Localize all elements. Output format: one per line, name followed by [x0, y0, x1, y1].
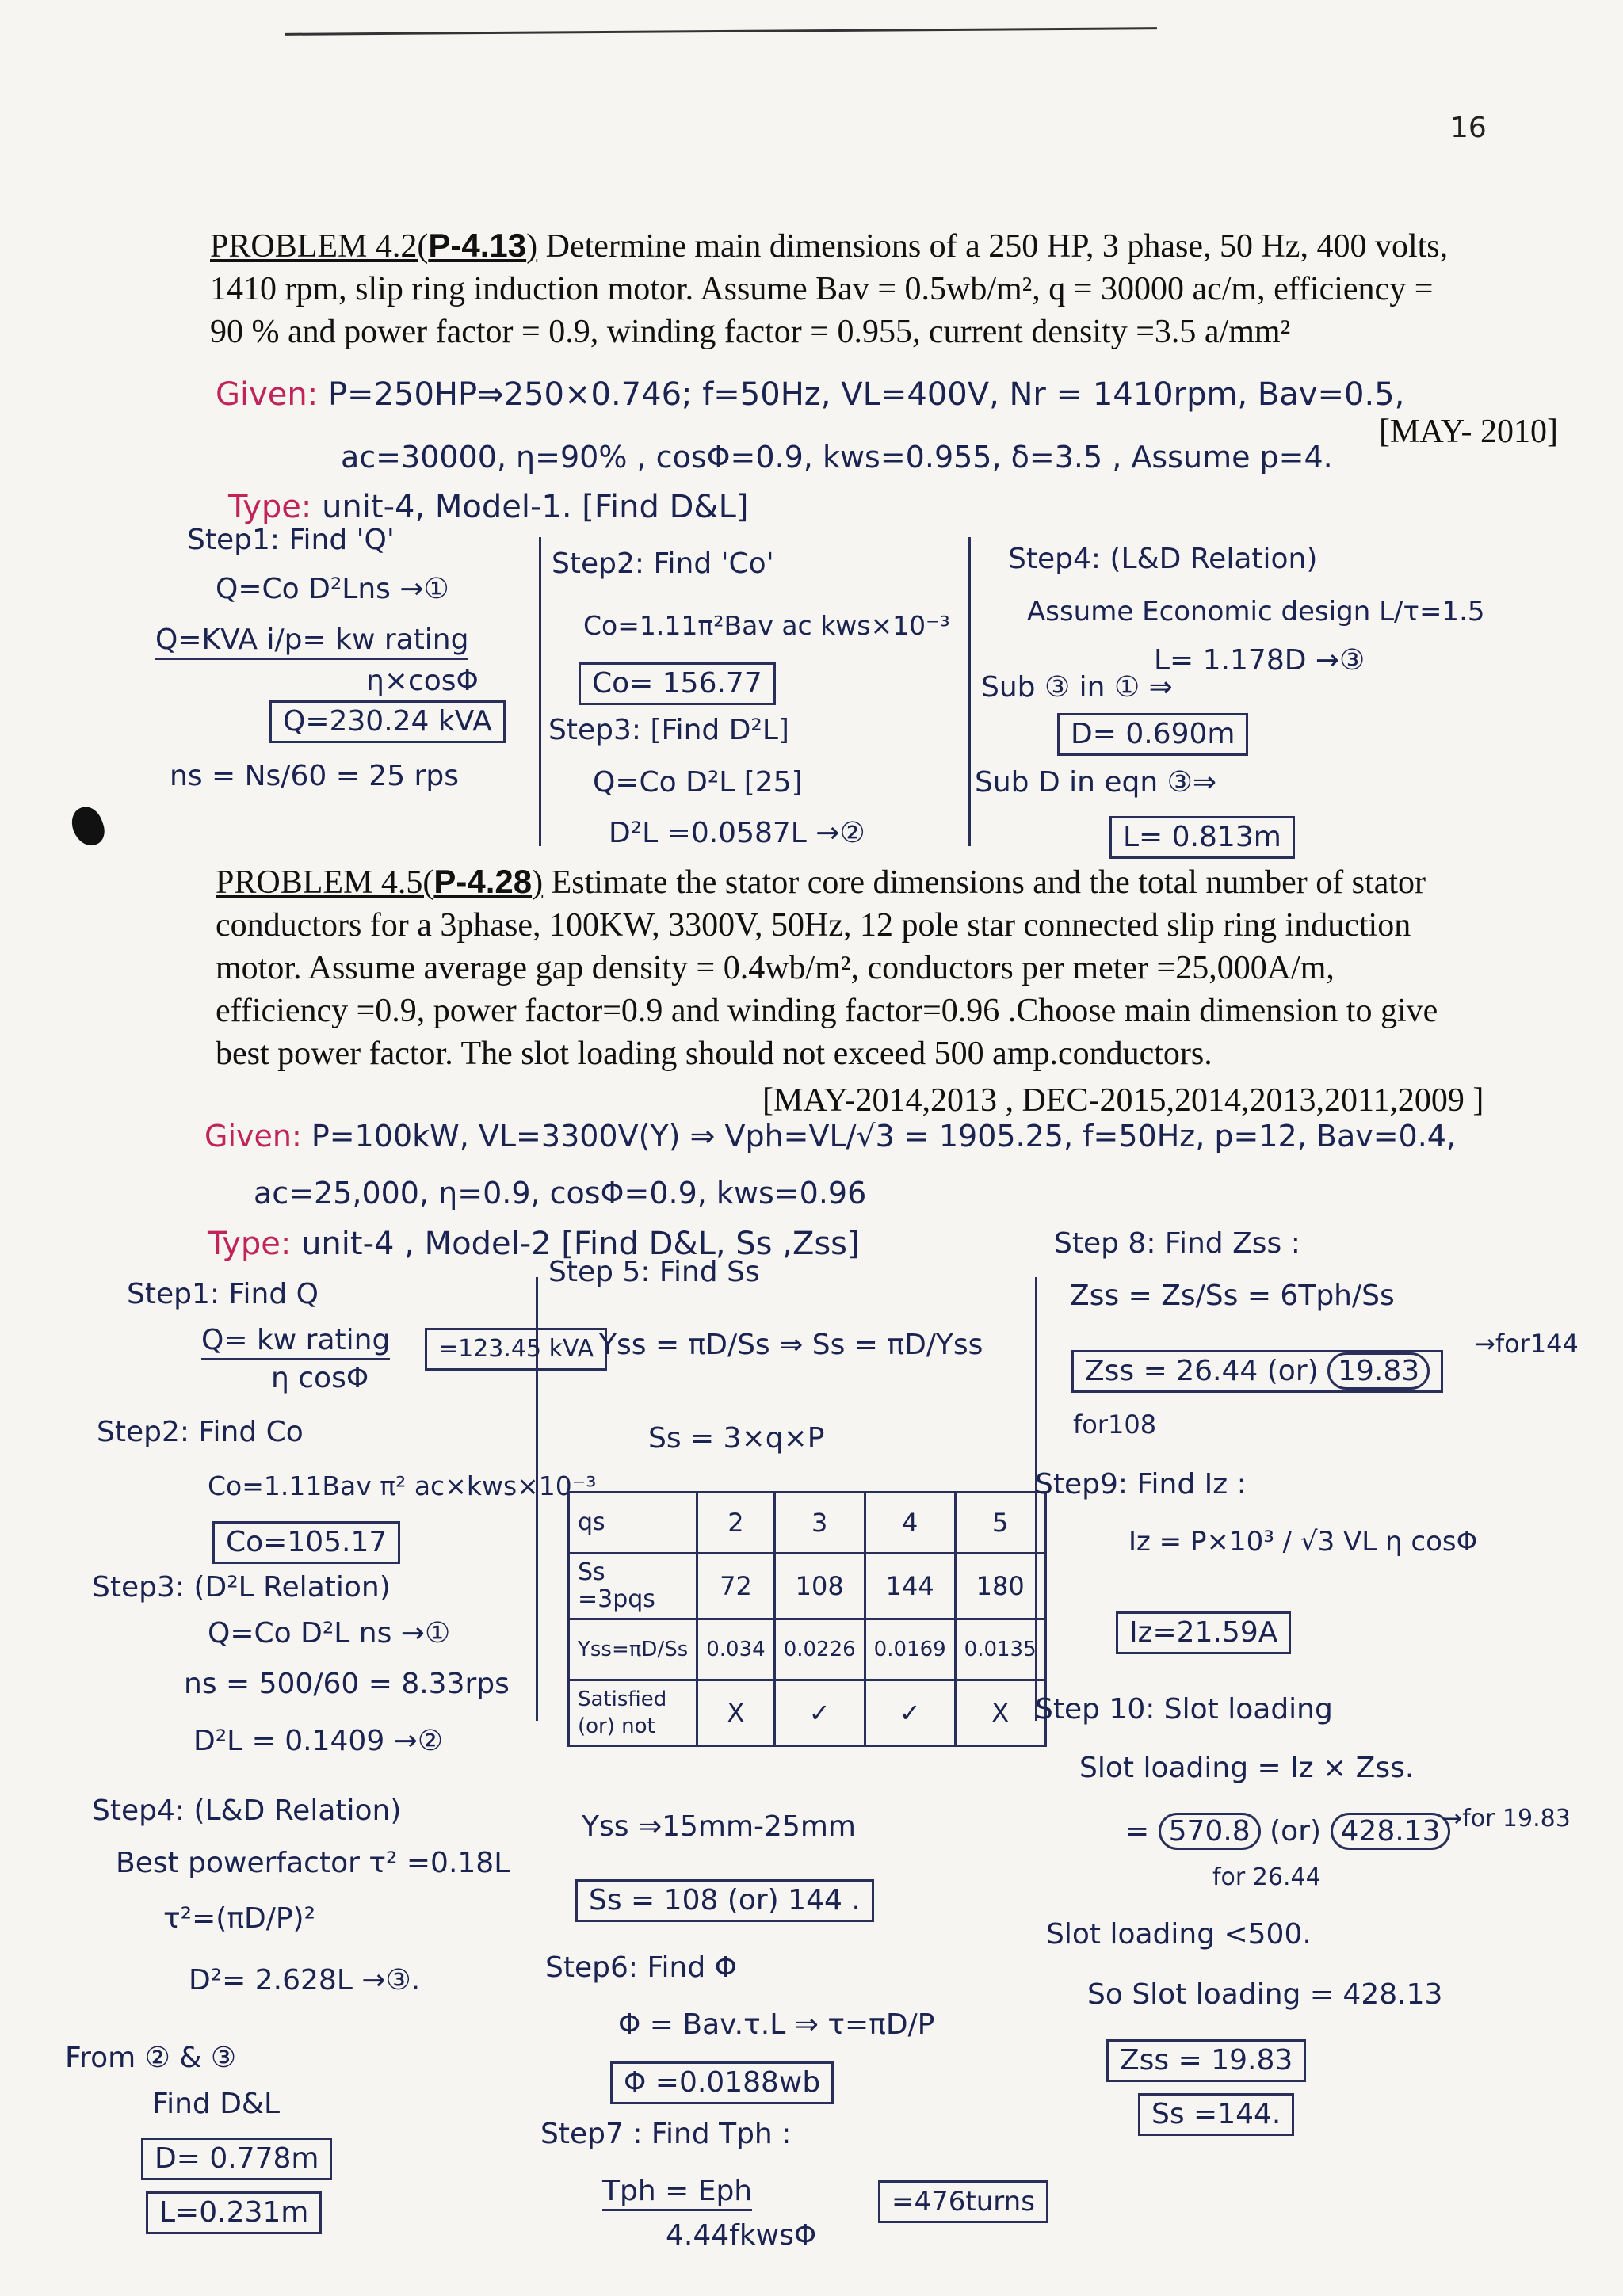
p1-step3-eq: Q=Co D²L [25] — [593, 766, 803, 799]
p2-step10-val-b: 428.13 — [1331, 1813, 1451, 1850]
p2-step10-note-a: →for 19.83 — [1442, 1805, 1571, 1833]
top-rule — [285, 27, 1157, 36]
p2-step5-range: Yss ⇒15mm-25mm — [582, 1810, 856, 1843]
p2-D-result: D= 0.778m — [141, 2138, 332, 2180]
slot-table-cell: 3 — [774, 1493, 865, 1554]
slot-table-cell: 72 — [697, 1554, 774, 1619]
slot-table-cell: 0.0226 — [774, 1619, 865, 1680]
p1-step3-title: Step3: [Find D²L] — [548, 714, 789, 746]
p1-step2-title: Step2: Find 'Co' — [552, 547, 774, 580]
p2-step2-result: Co=105.17 — [212, 1521, 400, 1564]
slot-table-cell: ✓ — [774, 1680, 865, 1746]
slot-table-cell: Satisfied (or) not — [569, 1680, 697, 1746]
p2-step8-result-or: (or) — [1266, 1355, 1319, 1387]
p2-step6-result: Φ =0.0188wb — [610, 2061, 834, 2104]
slot-table-cell: 5 — [955, 1493, 1045, 1554]
slot-table-cell: 108 — [774, 1554, 865, 1619]
p2-step8-eq: Zss = Zs/Ss = 6Tph/Ss — [1070, 1280, 1395, 1312]
problem2-given-line1: P=100kW, VL=3300V(Y) ⇒ Vph=VL/√3 = 1905.25, f=50Hz, p=12, Bav=0.4, — [311, 1119, 1457, 1154]
p2-step10-limit: Slot loading <500. — [1046, 1918, 1312, 1951]
problem2-statement — [216, 860, 1587, 1075]
ink-blot — [67, 803, 109, 850]
problem1-type-text: unit-4, Model-1. [Find D&L] — [322, 489, 749, 525]
problem1-given-label: Given: — [216, 376, 319, 413]
p1-step4-L: L= 0.813m — [1109, 816, 1295, 859]
p2-step1-eq: Q= kw rating — [201, 1323, 390, 1360]
p2-step7-eq-den: 4.44fkwsΦ — [666, 2219, 817, 2252]
problem2-code: P-4.28 — [433, 863, 533, 900]
problem2-line4: efficiency =0.9, power factor=0.9 and winding factor=0.96 .Choose main dimension to give — [216, 993, 1438, 1029]
problem2-given-line2: ac=25,000, η=0.9, cosΦ=0.9, kws=0.96 — [254, 1176, 867, 1211]
slot-table-cell: 4 — [865, 1493, 955, 1554]
problem2-given — [204, 1119, 1456, 1154]
problem1-line2: 1410 rpm, slip ring induction motor. Assume Bav = 0.5wb/m², q = 30000 ac/m, efficiency = — [210, 271, 1434, 307]
p2-step5-result: Ss = 108 (or) 144 . — [575, 1879, 874, 1922]
p2-step3-eq3: D²L = 0.1409 →② — [193, 1725, 444, 1757]
p1-step1-title: Step1: Find 'Q' — [187, 524, 395, 556]
slot-table-yss-row — [569, 1619, 1046, 1680]
slot-table-cell: ✓ — [865, 1680, 955, 1746]
problem2-line1: Estimate the stator core dimensions and the total number of stator — [551, 864, 1426, 901]
problem1-type-label: Type: — [228, 489, 312, 525]
p1-step1-result: Q=230.24 kVA — [269, 700, 506, 743]
slot-table — [567, 1491, 1047, 1747]
problem1-heading-line — [210, 224, 1581, 268]
p2-step1-title: Step1: Find Q — [127, 1278, 319, 1310]
problem1-line1: Determine main dimensions of a 250 HP, 3 phase, 50 Hz, 400 volts, — [545, 228, 1449, 265]
p2-step3-eq2: ns = 500/60 = 8.33rps — [184, 1668, 510, 1700]
slot-table-cell: X — [955, 1680, 1045, 1746]
problem2-exam: [MAY-2014,2013 , DEC-2015,2014,2013,2011,2009 ] — [762, 1082, 1484, 1119]
p2-step10-title: Step 10: Slot loading — [1035, 1693, 1333, 1726]
p2-step10-val-a: 570.8 — [1159, 1813, 1261, 1850]
p2-step10-values: = 570.8 (or) 428.13 — [1125, 1814, 1450, 1849]
slot-table-cell: Ss =3pqs — [569, 1554, 697, 1619]
p1-step1-eq2: Q=KVA i/p= kw rating — [155, 623, 468, 660]
problem1-divider-1 — [539, 537, 541, 846]
p2-step1-eq-den: η cosΦ — [271, 1362, 369, 1394]
problem1-line3: 90 % and power factor = 0.9, winding factor = 0.955, current density =3.5 a/mm² — [210, 314, 1291, 350]
p2-step6-title: Step6: Find Φ — [545, 1951, 737, 1984]
p2-step6-eq: Φ = Bav.τ.L ⇒ τ=πD/P — [618, 2008, 935, 2041]
p1-step3-result: D²L =0.0587L →② — [609, 817, 865, 849]
slot-table-cell: 180 — [955, 1554, 1045, 1619]
p2-step8-result-a: Zss = 26.44 — [1085, 1355, 1258, 1387]
slot-table-cell: 0.034 — [697, 1619, 774, 1680]
problem1-divider-2 — [968, 537, 971, 846]
p2-step5-title: Step 5: Find Ss — [548, 1256, 760, 1288]
p2-step8-note-144: →for144 — [1474, 1329, 1579, 1359]
p2-find-text: Find D&L — [152, 2088, 281, 2120]
p2-final-ss: Ss =144. — [1138, 2093, 1294, 2136]
p2-step10-val-or: (or) — [1270, 1815, 1322, 1848]
problem2-line3: motor. Assume average gap density = 0.4wb/m², conductors per meter =25,000A/m, — [216, 950, 1335, 986]
p1-step1-ns: ns = Ns/60 = 25 rps — [170, 760, 459, 792]
p2-step1-result: =123.45 kVA — [425, 1328, 607, 1371]
p2-step4-eq2: τ²=(πD/P)² — [163, 1902, 316, 1935]
p2-step10-conclusion: So Slot loading = 428.13 — [1087, 1978, 1443, 2011]
problem1-exam: [MAY- 2010] — [1379, 414, 1558, 450]
slot-table-cell: Yss=πD/Ss — [569, 1619, 697, 1680]
problem1-statement — [210, 224, 1581, 353]
p2-step8-result — [1071, 1350, 1443, 1393]
slot-table-header-row — [569, 1493, 1046, 1554]
page-number: 16 — [1450, 112, 1487, 144]
slot-table-cell: 144 — [865, 1554, 955, 1619]
problem2-type-text: unit-4 , Model-2 [Find D&L, Ss ,Zss] — [301, 1226, 860, 1262]
problem2-type-label: Type: — [208, 1226, 292, 1262]
p2-step7-title: Step7 : Find Tph : — [540, 2118, 792, 2150]
slot-table-ss-row — [569, 1554, 1046, 1619]
p1-step1-eq2-den: η×cosΦ — [366, 665, 479, 697]
p2-step8-note-108: for108 — [1073, 1409, 1157, 1440]
problem2-heading-line — [216, 860, 1587, 904]
p1-step4-sub1: Sub ③ in ① ⇒ — [981, 671, 1173, 704]
problem1-given-line1: P=250HP⇒250×0.746; f=50Hz, VL=400V, Nr = 1410rpm, Bav=0.5, — [327, 376, 1405, 413]
p2-step9-result: Iz=21.59A — [1116, 1611, 1291, 1654]
p2-from-text: From ② & ③ — [65, 2042, 237, 2074]
p2-step4-eq3: D²= 2.628L →③. — [189, 1964, 421, 1997]
p2-step10-note-b: for 26.44 — [1212, 1863, 1321, 1891]
p2-step8-result-b: 19.83 — [1327, 1352, 1430, 1390]
p2-step5-eq2: Ss = 3×q×P — [648, 1422, 825, 1455]
slot-table-cell: X — [697, 1680, 774, 1746]
problem2-type — [208, 1226, 860, 1261]
problem2-heading-label: PROBLEM 4.5(P-4.28) — [216, 863, 544, 901]
p1-step4-sub2: Sub D in eqn ③⇒ — [975, 766, 1217, 799]
p2-step9-eq: Iz = P×10³ / √3 VL η cosΦ — [1128, 1526, 1478, 1558]
p2-step2-title: Step2: Find Co — [97, 1416, 304, 1448]
p2-step3-title: Step3: (D²L Relation) — [92, 1571, 391, 1604]
problem1-code: P-4.13 — [428, 227, 527, 264]
p1-step4-eq: Assume Economic design L/τ=1.5 — [1027, 596, 1485, 627]
p1-step2-result: Co= 156.77 — [579, 662, 776, 705]
p2-step5-eq1: Yss = πD/Ss ⇒ Ss = πD/Yss — [599, 1329, 983, 1361]
p2-step7-eq: Tph = Eph — [602, 2174, 752, 2211]
p1-step1-eq1: Q=Co D²Lns →① — [216, 573, 449, 605]
problem1-type — [228, 490, 748, 524]
problem2-line2: conductors for a 3phase, 100KW, 3300V, 50Hz, 12 pole star connected slip ring induction — [216, 907, 1411, 944]
slot-table-satisfied-row — [569, 1680, 1046, 1746]
slot-table-cell: qs — [569, 1493, 697, 1554]
problem1-given-line2: ac=30000, η=90% , cosΦ=0.9, kws=0.955, δ=3.5 , Assume p=4. — [341, 440, 1333, 475]
slot-table-cell: 0.0169 — [865, 1619, 955, 1680]
p2-step4-eq1: Best powerfactor τ² =0.18L — [116, 1847, 510, 1879]
problem1-given — [216, 377, 1404, 412]
p2-step4-title: Step4: (L&D Relation) — [92, 1794, 402, 1827]
p2-final-zss: Zss = 19.83 — [1106, 2039, 1306, 2082]
slot-table-cell: 0.0135 — [955, 1619, 1045, 1680]
p1-step2-eq: Co=1.11π²Bav ac kws×10⁻³ — [583, 610, 950, 641]
problem1-heading-label: PROBLEM 4.2(P-4.13) — [210, 227, 538, 265]
p1-step4-D: D= 0.690m — [1057, 713, 1248, 756]
p1-step4-title: Step4: (L&D Relation) — [1008, 543, 1318, 575]
p2-step2-eq: Co=1.11Bav π² ac×kws×10⁻³ — [208, 1470, 597, 1501]
p1-step4-rel: L= 1.178D →③ — [1154, 644, 1365, 677]
p2-step8-title: Step 8: Find Zss : — [1054, 1227, 1300, 1260]
p2-step10-eq: Slot loading = Iz × Zss. — [1079, 1752, 1415, 1784]
problem2-given-label: Given: — [204, 1119, 302, 1154]
p2-step7-result: =476turns — [878, 2180, 1048, 2223]
p2-L-result: L=0.231m — [146, 2191, 322, 2234]
slot-table-cell: 2 — [697, 1493, 774, 1554]
p2-step9-title: Step9: Find Iz : — [1035, 1468, 1247, 1501]
p2-step3-eq1: Q=Co D²L ns →① — [208, 1617, 451, 1650]
problem2-line5: best power factor. The slot loading should not exceed 500 amp.conductors. — [216, 1035, 1212, 1072]
